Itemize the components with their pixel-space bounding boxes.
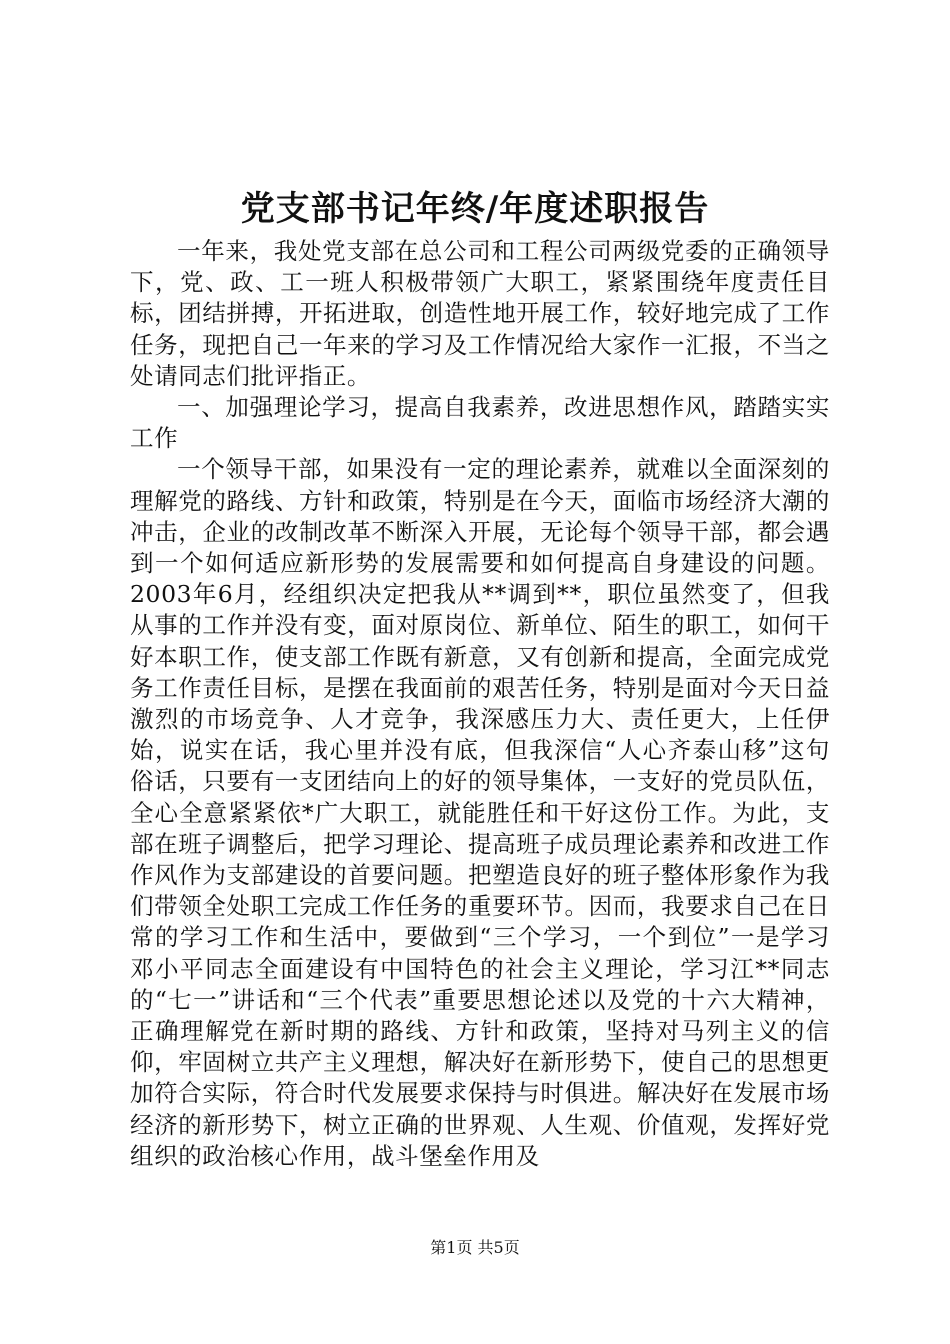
document-body — [130, 236, 830, 1172]
page-footer: 第1页 共5页 — [430, 1238, 520, 1257]
intro-paragraph: 一年来，我处党支部在总公司和工程公司两级党委的正确领导下，党、政、工一班人积极带领广大职工，紧紧围绕年度责任目标，团结拼搏，开拓进取，创造性地开展工作，较好地完成了工作任务，现把自己一年来的学习及工作情况给大家作一汇报，不当之处请同志们批评指正。 — [130, 237, 830, 390]
body-paragraph: 一个领导干部，如果没有一定的理论素养，就难以全面深刻的理解党的路线、方针和政策，特别是在今天，面临市场经济大潮的冲击，企业的改制改革不断深入开展，无论每个领导干部，都会遇到一个如何适应新形势的发展需要和如何提高自身建设的问题。2003年6月，经组织决定把我从**调到**，职位虽然变了，但我从事的工作并没有变，面对原岗位、新单位、陌生的职工，如何干好本职工作，使支部工作既有新意，又有创新和提高，全面完成党务工作责任目标，是摆在我面前的艰苦任务，特别是面对今天日益激烈的市场竞争、人才竞争，我深感压力大、责任更大，上任伊始，说实在话，我心里并没有底，但我深信“人心齐泰山移”这句俗话，只要有一支团结向上的好的领导集体，一支好的党员队伍，全心全意紧紧依*广大职工，就能胜任和干好这份工作。为此，支部在班子调整后，把学习理论、提高班子成员理论素养和改进工作作风作为支部建设的首要问题。把塑造良好的班子整体形象作为我们带领全处职工完成工作任务的重要环节。因而，我要求自己在日常的学习工作和生活中，要做到“三个学习，一个到位”一是学习邓小平同志全面建设有中国特色的社会主义理论，学习江**同志的“七一”讲话和“三个代表”重要思想论述以及党的十六大精神，正确理解党在新时期的路线、方针和政策，坚持对马列主义的信仰，牢固树立共产主义理想，解决好在新形势下，使自己的思想更加符合实际，符合时代发展要求保持与时俱进。解决好在发展市场经济的新形势下，树立正确的世界观、人生观、价值观，发挥好党组织的政治核心作用，战斗堡垒作用及 — [130, 455, 830, 1170]
document-title: 党支部书记年终/年度述职报告 — [240, 189, 710, 229]
section-heading-1: 一、加强理论学习，提高自我素养，改进思想作风，踏踏实实工作 — [130, 393, 830, 453]
